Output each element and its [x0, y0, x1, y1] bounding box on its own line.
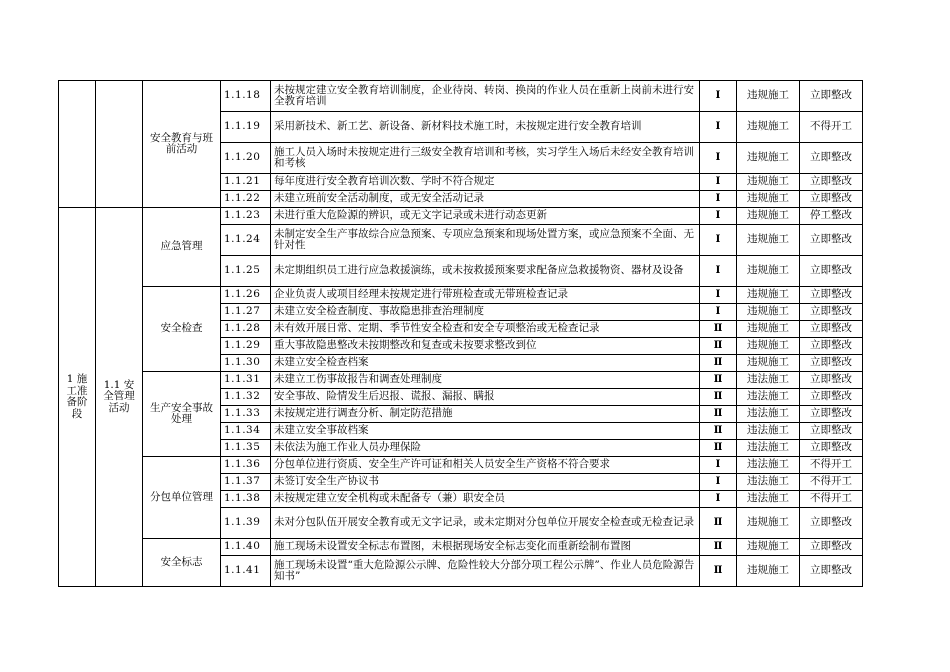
violation-type: 违规施工: [737, 81, 800, 112]
rectification-action: 不得开工: [800, 457, 863, 474]
item-description: 安全事故、险情发生后迟报、谎报、漏报、瞒报: [271, 389, 700, 406]
item-code: 1.1.26: [221, 287, 271, 304]
violation-type: 违法施工: [737, 406, 800, 423]
hazard-level: Ⅱ: [700, 338, 737, 355]
rectification-action: 不得开工: [800, 112, 863, 143]
rectification-action: 立即整改: [800, 143, 863, 174]
hazard-level: Ⅰ: [700, 287, 737, 304]
hazard-level: Ⅰ: [700, 112, 737, 143]
violation-type: 违规施工: [737, 143, 800, 174]
item-code: 1.1.24: [221, 225, 271, 256]
rectification-action: 立即整改: [800, 440, 863, 457]
item-description: 未建立安全事故档案: [271, 423, 700, 440]
violation-type: 违规施工: [737, 304, 800, 321]
rectification-action: 立即整改: [800, 191, 863, 208]
item-code: 1.1.25: [221, 256, 271, 287]
item-code: 1.1.39: [221, 508, 271, 539]
table-row: [59, 287, 863, 304]
item-code: 1.1.32: [221, 389, 271, 406]
table-row: [59, 539, 863, 556]
category-cell: 分包单位管理: [143, 457, 221, 539]
rectification-action: 立即整改: [800, 321, 863, 338]
hazard-level: Ⅰ: [700, 174, 737, 191]
item-description: 未建立班前安全活动制度，或无安全活动记录: [271, 191, 700, 208]
item-code: 1.1.27: [221, 304, 271, 321]
hazard-level: Ⅱ: [700, 539, 737, 556]
item-code: 1.1.37: [221, 474, 271, 491]
category-cell: 生产安全事故处理: [143, 372, 221, 457]
rectification-action: 立即整改: [800, 372, 863, 389]
table-row: [59, 81, 863, 112]
item-description: 未对分包队伍开展安全教育或无文字记录，或未定期对分包单位开展安全检查或无检查记录: [271, 508, 700, 539]
hazard-level: Ⅰ: [700, 191, 737, 208]
rectification-action: 不得开工: [800, 491, 863, 508]
item-code: 1.1.35: [221, 440, 271, 457]
item-description: 未依法为施工作业人员办理保险: [271, 440, 700, 457]
violation-type: 违法施工: [737, 423, 800, 440]
category-cell: 应急管理: [143, 208, 221, 287]
inspection-table: [58, 80, 863, 587]
item-description: 施工现场未设置安全标志布置图，未根据现场安全标志变化而重新绘制布置图: [271, 539, 700, 556]
rectification-action: 立即整改: [800, 304, 863, 321]
hazard-level: Ⅰ: [700, 81, 737, 112]
rectification-action: 立即整改: [800, 81, 863, 112]
item-description: 未有效开展日常、定期、季节性安全检查和安全专项整治或无检查记录: [271, 321, 700, 338]
rectification-action: 立即整改: [800, 423, 863, 440]
item-description: 未进行重大危险源的辨识，或无文字记录或未进行动态更新: [271, 208, 700, 225]
rectification-action: 立即整改: [800, 225, 863, 256]
stage-cell: 1 施工准备阶段: [59, 208, 96, 587]
violation-type: 违规施工: [737, 256, 800, 287]
violation-type: 违法施工: [737, 457, 800, 474]
substage-cell: 1.1 安全管理活动: [96, 208, 143, 587]
rectification-action: 立即整改: [800, 539, 863, 556]
hazard-level: Ⅰ: [700, 457, 737, 474]
violation-type: 违规施工: [737, 208, 800, 225]
violation-type: 违法施工: [737, 440, 800, 457]
item-code: 1.1.40: [221, 539, 271, 556]
item-code: 1.1.20: [221, 143, 271, 174]
item-description: 每年度进行安全教育培训次数、学时不符合规定: [271, 174, 700, 191]
item-description: 采用新技术、新工艺、新设备、新材料技术施工时，未按规定进行安全教育培训: [271, 112, 700, 143]
hazard-level: Ⅱ: [700, 372, 737, 389]
table-row: [59, 372, 863, 389]
hazard-level: Ⅱ: [700, 389, 737, 406]
item-description: 未按规定建立安全教育培训制度，企业待岗、转岗、换岗的作业人员在重新上岗前未进行安全教育培训: [271, 81, 700, 112]
hazard-level: Ⅰ: [700, 256, 737, 287]
violation-type: 违法施工: [737, 474, 800, 491]
violation-type: 违规施工: [737, 321, 800, 338]
hazard-level: Ⅱ: [700, 406, 737, 423]
item-code: 1.1.18: [221, 81, 271, 112]
hazard-level: Ⅰ: [700, 208, 737, 225]
table-body: [59, 81, 863, 587]
category-cell: 安全教育与班前活动: [143, 81, 221, 208]
item-description: 施工现场未设置“重大危险源公示牌、危险性较大分部分项工程公示牌”、作业人员危险源告知书”: [271, 556, 700, 587]
item-description: 重大事故隐患整改未按期整改和复查或未按要求整改到位: [271, 338, 700, 355]
hazard-level: Ⅰ: [700, 304, 737, 321]
hazard-level: Ⅰ: [700, 474, 737, 491]
item-description: 施工人员入场时未按规定进行三级安全教育培训和考核，实习学生入场后未经安全教育培训和考核: [271, 143, 700, 174]
item-description: 未建立工伤事故报告和调查处理制度: [271, 372, 700, 389]
violation-type: 违法施工: [737, 389, 800, 406]
hazard-level: Ⅱ: [700, 440, 737, 457]
item-description: 未签订安全生产协议书: [271, 474, 700, 491]
violation-type: 违规施工: [737, 191, 800, 208]
rectification-action: 停工整改: [800, 208, 863, 225]
item-code: 1.1.31: [221, 372, 271, 389]
rectification-action: 立即整改: [800, 338, 863, 355]
violation-type: 违规施工: [737, 225, 800, 256]
item-description: 未制定安全生产事故综合应急预案、专项应急预案和现场处置方案，或应急预案不全面、无针对性: [271, 225, 700, 256]
item-code: 1.1.29: [221, 338, 271, 355]
violation-type: 违规施工: [737, 174, 800, 191]
rectification-action: 立即整改: [800, 355, 863, 372]
table-row: [59, 208, 863, 225]
rectification-action: 立即整改: [800, 174, 863, 191]
violation-type: 违规施工: [737, 112, 800, 143]
item-code: 1.1.21: [221, 174, 271, 191]
hazard-level: Ⅱ: [700, 355, 737, 372]
item-code: 1.1.28: [221, 321, 271, 338]
item-code: 1.1.19: [221, 112, 271, 143]
violation-type: 违法施工: [737, 372, 800, 389]
violation-type: 违法施工: [737, 491, 800, 508]
hazard-level: Ⅰ: [700, 491, 737, 508]
item-description: 未建立安全检查档案: [271, 355, 700, 372]
stage-cell-prev: [59, 81, 96, 208]
rectification-action: 立即整改: [800, 406, 863, 423]
table-row: [59, 457, 863, 474]
item-code: 1.1.22: [221, 191, 271, 208]
rectification-action: 立即整改: [800, 389, 863, 406]
rectification-action: 立即整改: [800, 508, 863, 539]
violation-type: 违规施工: [737, 355, 800, 372]
item-code: 1.1.36: [221, 457, 271, 474]
item-code: 1.1.41: [221, 556, 271, 587]
hazard-level: Ⅱ: [700, 508, 737, 539]
violation-type: 违规施工: [737, 338, 800, 355]
item-code: 1.1.23: [221, 208, 271, 225]
item-description: 分包单位进行资质、安全生产许可证和相关人员安全生产资格不符合要求: [271, 457, 700, 474]
item-description: 未按规定建立安全机构或未配备专（兼）职安全员: [271, 491, 700, 508]
item-description: 未定期组织员工进行应急救援演练，或未按救援预案要求配备应急救援物资、器材及设备: [271, 256, 700, 287]
item-code: 1.1.30: [221, 355, 271, 372]
item-code: 1.1.34: [221, 423, 271, 440]
item-description: 未建立安全检查制度、事故隐患排查治理制度: [271, 304, 700, 321]
category-cell: 安全检查: [143, 287, 221, 372]
rectification-action: 立即整改: [800, 287, 863, 304]
violation-type: 违规施工: [737, 539, 800, 556]
rectification-action: 不得开工: [800, 474, 863, 491]
hazard-level: Ⅰ: [700, 225, 737, 256]
violation-type: 违规施工: [737, 556, 800, 587]
substage-cell-prev: [96, 81, 143, 208]
item-description: 企业负责人或项目经理未按规定进行带班检查或无带班检查记录: [271, 287, 700, 304]
hazard-level: Ⅱ: [700, 556, 737, 587]
hazard-level: Ⅰ: [700, 143, 737, 174]
item-code: 1.1.33: [221, 406, 271, 423]
violation-type: 违规施工: [737, 508, 800, 539]
hazard-level: Ⅱ: [700, 321, 737, 338]
item-code: 1.1.38: [221, 491, 271, 508]
rectification-action: 立即整改: [800, 256, 863, 287]
violation-type: 违规施工: [737, 287, 800, 304]
hazard-level: Ⅱ: [700, 423, 737, 440]
category-cell: 安全标志: [143, 539, 221, 587]
rectification-action: 立即整改: [800, 556, 863, 587]
item-description: 未按规定进行调查分析、制定防范措施: [271, 406, 700, 423]
